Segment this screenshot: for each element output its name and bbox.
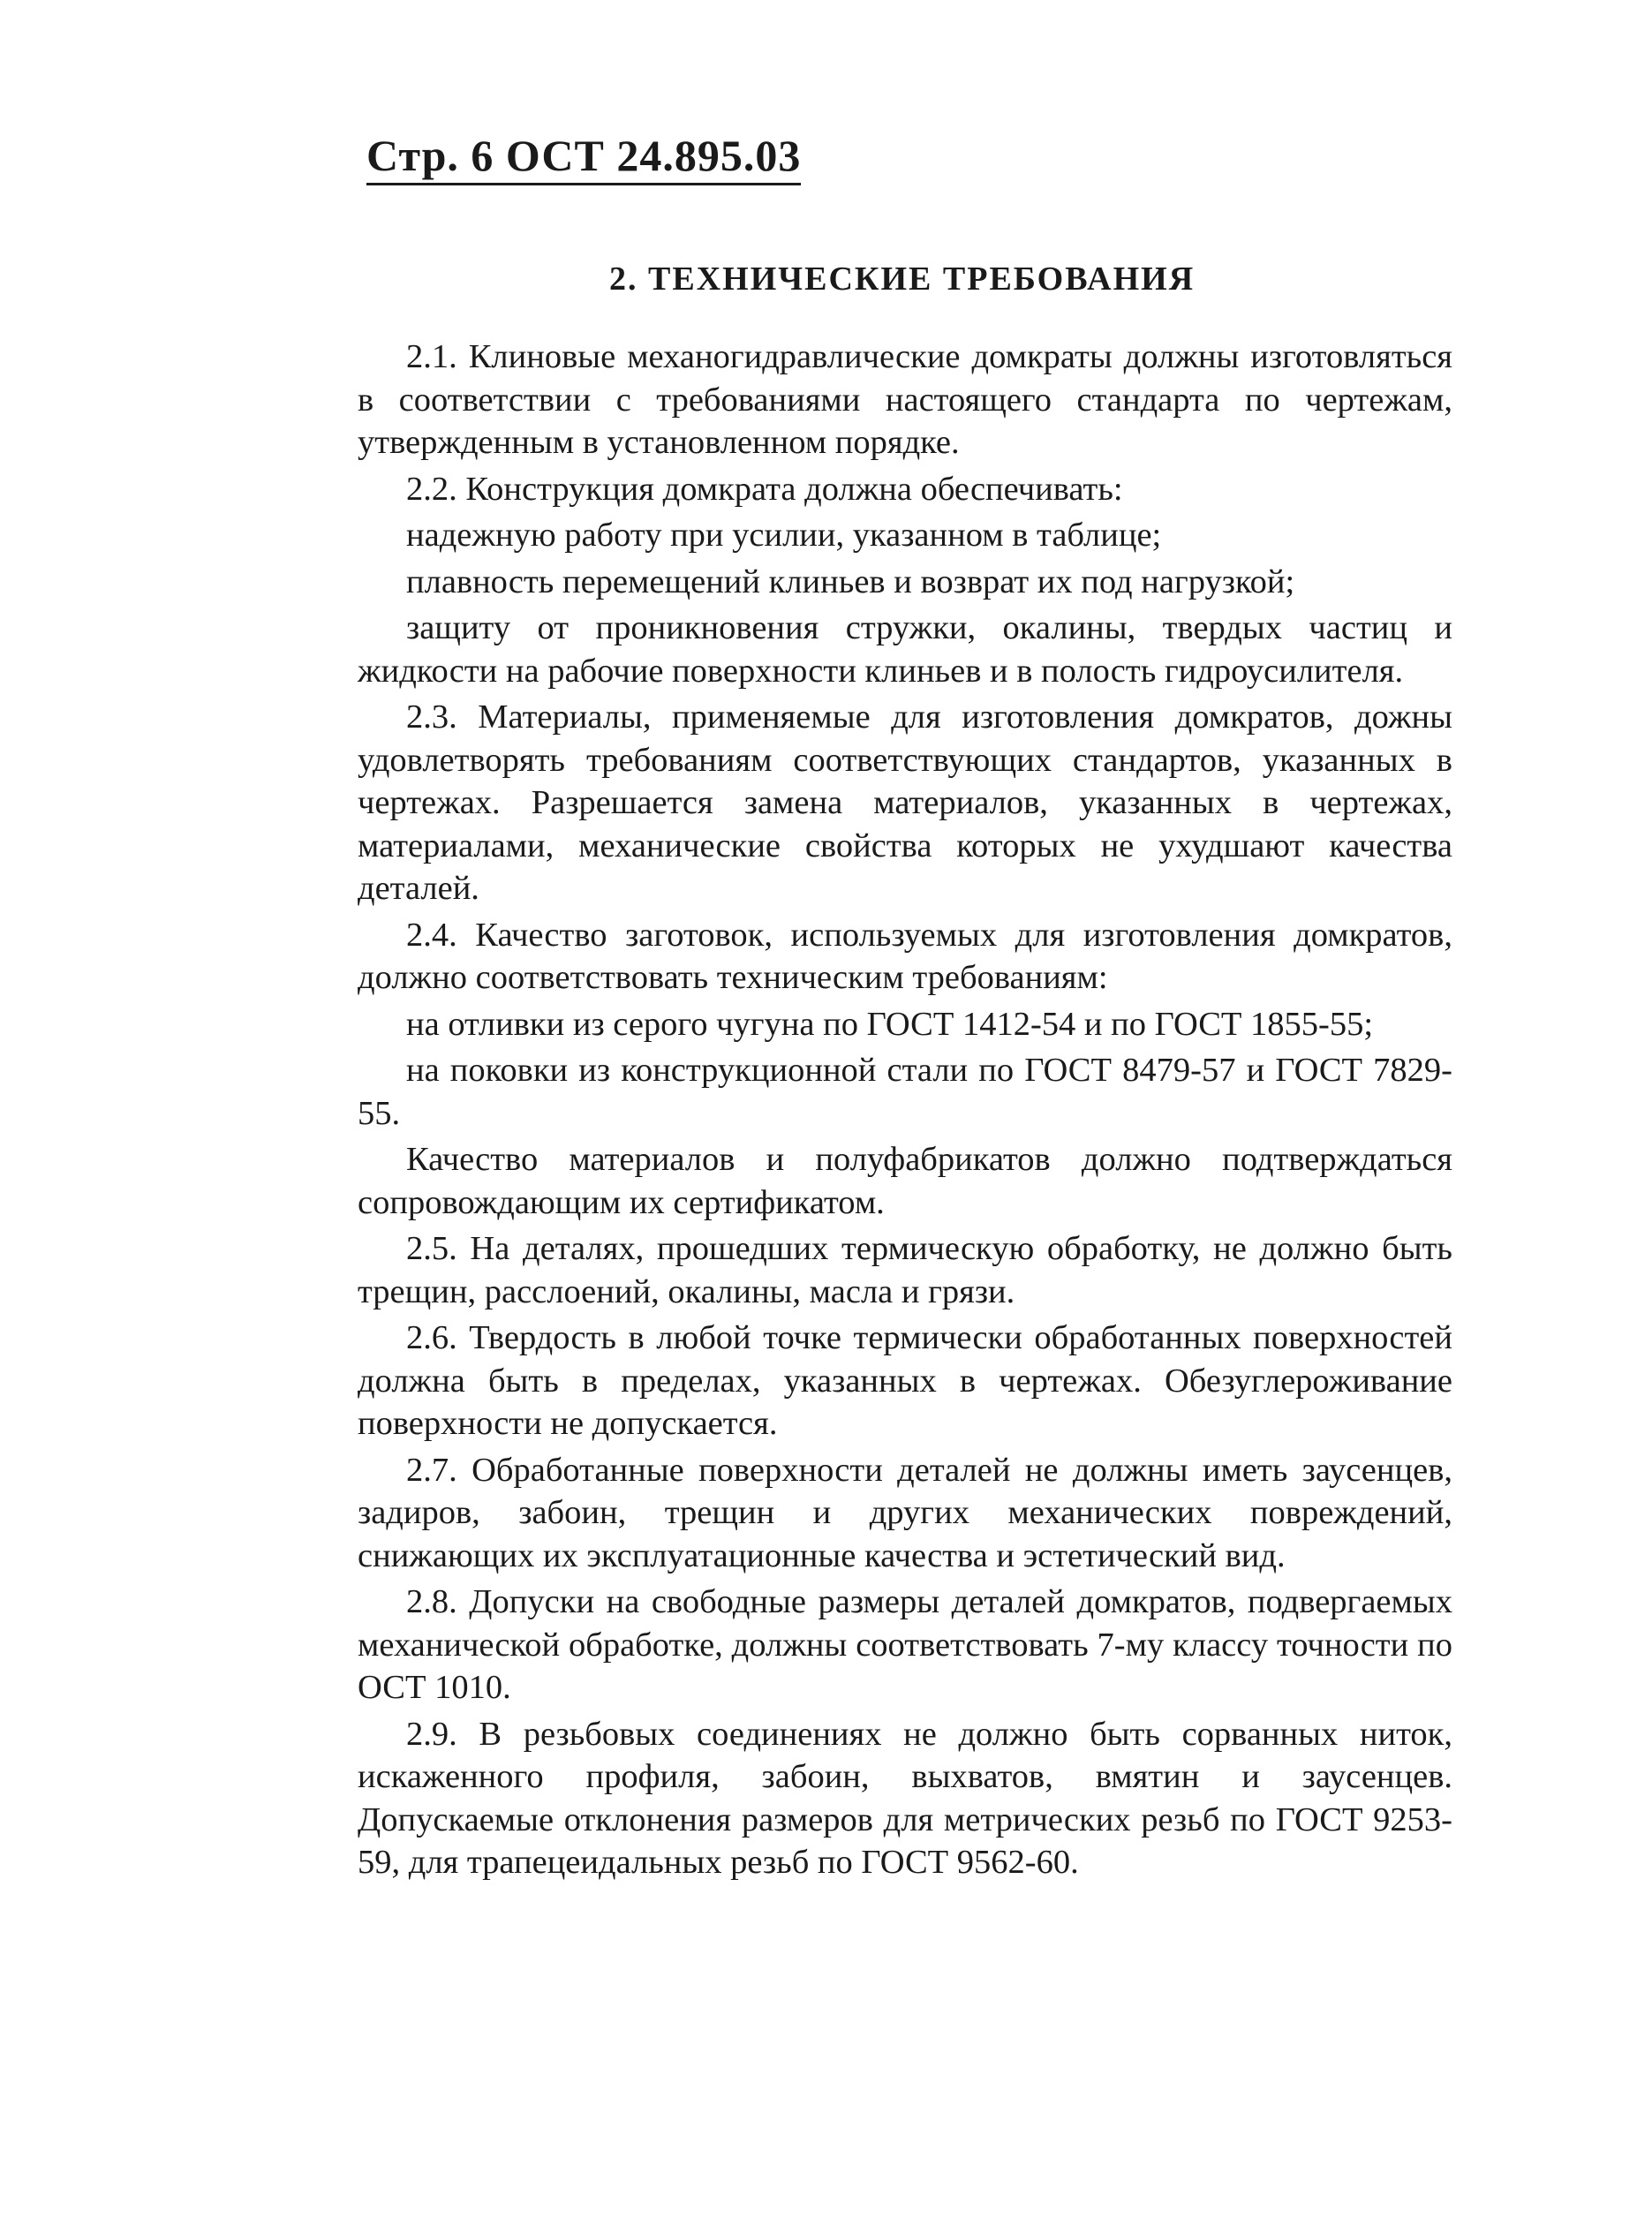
- body-text: [358, 336, 1452, 1888]
- section-title: 2. ТЕХНИЧЕСКИЕ ТРЕБОВАНИЯ: [609, 260, 1196, 298]
- page-header: Стр. 6 ОСТ 24.895.03: [366, 132, 801, 185]
- paragraph-2-6: 2.6. Твердость в любой точке термически обработанных поверхностей должна быть в пределах, указанных в чертежах. Обезуглероживание поверхности не допускается.: [358, 1319, 1452, 1442]
- paragraph-2-5: 2.5. На деталях, прошедших термическую обработку, не должно быть трещин, расслоений, окалины, масла и грязи.: [358, 1230, 1452, 1310]
- paragraph-2-4-item-2: на поковки из конструкционной стали по ГОСТ 8479-57 и ГОСТ 7829-55.: [358, 1052, 1452, 1132]
- paragraph-2-2-item-1: надежную работу при усилии, указанном в таблице;: [406, 517, 1162, 554]
- paragraph-2-1: 2.1. Клиновые механогидравлические домкраты должны изготовляться в соответствии с требованиями настоящего стандарта по чертежам, утвержденным в установленном порядке.: [358, 338, 1452, 461]
- paragraph-2-2: 2.2. Конструкция домкрата должна обеспечивать:: [406, 470, 1123, 508]
- paragraph-2-4-note: Качество материалов и полуфабрикатов должно подтверждаться сопровождающим их сертификатом.: [358, 1141, 1452, 1221]
- paragraph-2-7: 2.7. Обработанные поверхности деталей не должны иметь заусенцев, задиров, забоин, трещин и других механических повреждений, снижающих их эксплуатационные качества и эстетический вид.: [358, 1451, 1452, 1574]
- paragraph-2-4: 2.4. Качество заготовок, используемых для изготовления домкратов, должно соответствовать техническим требованиям:: [358, 916, 1452, 996]
- paragraph-2-9: 2.9. В резьбовых соединениях не должно быть сорванных ниток, искаженного профиля, забоин, выхватов, вмятин и заусенцев. Допускаемые отклонения размеров для метрических резьб по ГОСТ 9253-59, для трапецеидальных резьб по ГОСТ 9562-60.: [358, 1715, 1452, 1881]
- paragraph-2-2-item-2: плавность перемещений клиньев и возврат их под нагрузкой;: [406, 562, 1295, 600]
- paragraph-2-4-item-1: на отливки из серого чугуна по ГОСТ 1412-54 и по ГОСТ 1855-55;: [406, 1005, 1374, 1043]
- paragraph-2-3: 2.3. Материалы, применяемые для изготовления домкратов, дожны удовлетворять требованиям соответствующих стандартов, указанных в чертежах. Разрешается замена материалов, указанных в чертежах, материалами, механические свойства которых не ухудшают качества деталей.: [358, 698, 1452, 907]
- paragraph-2-8: 2.8. Допуски на свободные размеры деталей домкратов, подвергаемых механической обработке, должны соответствовать 7-му классу точности по ОСТ 1010.: [358, 1583, 1452, 1706]
- paragraph-2-2-item-3: защиту от проникновения стружки, окалины, твердых частиц и жидкости на рабочие поверхности клиньев и в полость гидроусилителя.: [358, 609, 1452, 690]
